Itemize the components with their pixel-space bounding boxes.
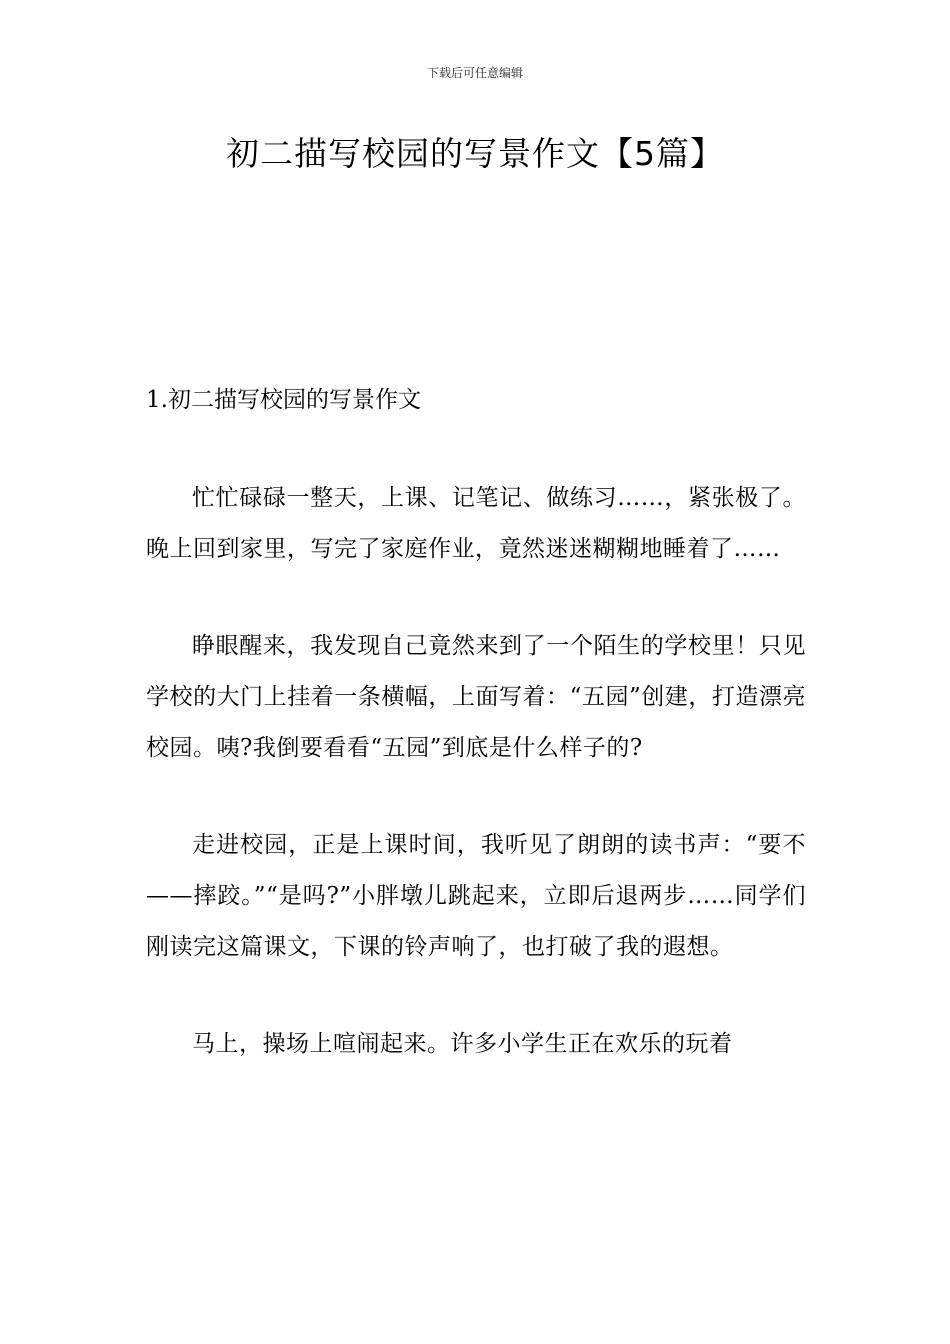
paragraph-3: 走进校园，正是上课时间，我听见了朗朗的读书声：“要不——摔跤。”“是吗?”小胖墩儿跳起来，立即后退两步……同学们刚读完这篇课文，下课的铃声响了，也打破了我的遐想。 [146,832,806,960]
paragraph-2: 睁眼醒来，我发现自己竟然来到了一个陌生的学校里！只见学校的大门上挂着一条横幅，上面写着：“五园”创建，打造漂亮校园。咦?我倒要看看“五园”到底是什么样子的? [146,633,806,761]
paragraph-1: 忙忙碌碌一整天，上课、记笔记、做练习……，紧张极了。晚上回到家里，写完了家庭作业，竟然迷迷糊糊地睡着了…… [146,485,806,562]
section-heading: 1.初二描写校园的写景作文 [146,387,421,413]
document-title: 初二描写校园的写景作文【5篇】 [226,134,724,173]
header-note: 下载后可任意编辑 [426,66,523,80]
paragraph-4: 马上，操场上喧闹起来。许多小学生正在欢乐的玩着 [192,1031,733,1057]
document-body [146,473,806,1116]
